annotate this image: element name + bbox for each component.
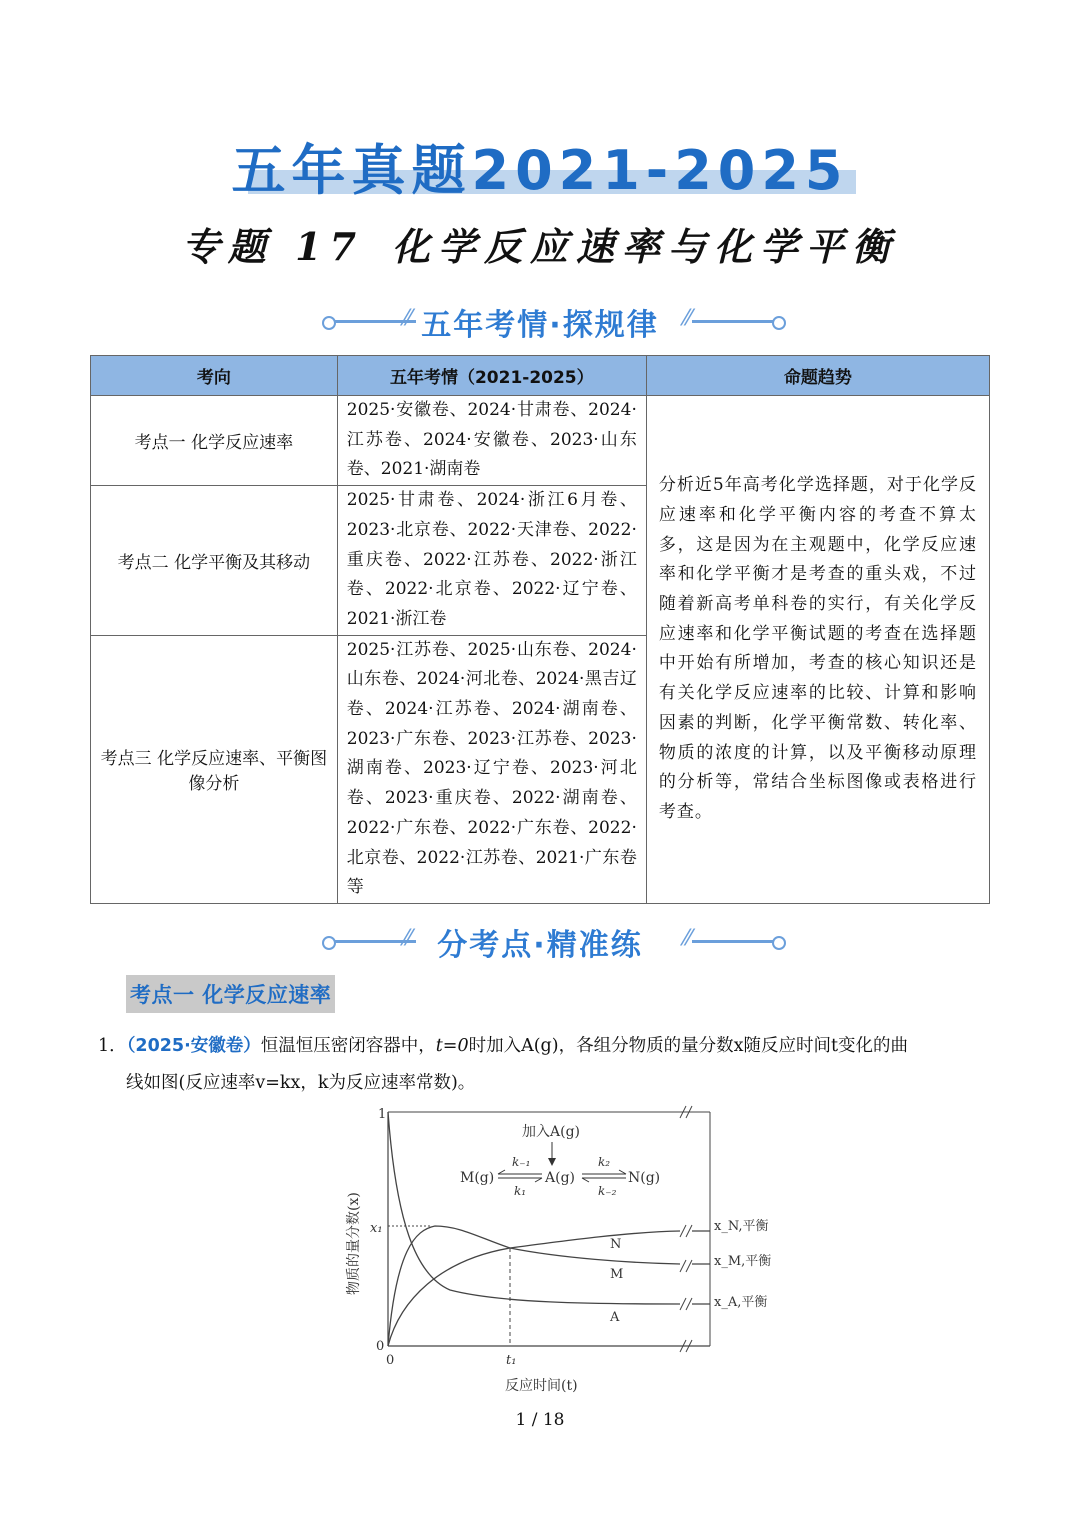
question-1 xyxy=(98,1028,988,1102)
curve-label-N: N xyxy=(610,1237,622,1252)
exams-cell: 2025·甘肃卷、2024·浙江6月卷、2023·北京卷、2022·天津卷、2022·重庆卷、2022·江苏卷、2022·浙江卷、2022·北京卷、2022·辽宁卷、2021·浙江卷 xyxy=(337,486,646,636)
curve-A xyxy=(388,1112,680,1304)
topic-cell: 考点一 化学反应速率 xyxy=(91,396,338,486)
axis-break-marks xyxy=(680,1106,692,1352)
exam-trend-table xyxy=(90,355,990,904)
rate-const-k-2: k₋₂ xyxy=(598,1184,617,1198)
subject-number: 专题 17 xyxy=(181,224,365,269)
y-axis-label: 物质的量分数(x) xyxy=(346,1192,362,1295)
curve-label-A: A xyxy=(610,1310,620,1325)
exams-cell: 2025·安徽卷、2024·甘肃卷、2024·江苏卷、2024·安徽卷、2023·山东卷、2021·湖南卷 xyxy=(337,396,646,486)
banner-title: 五年真题2021-2025 xyxy=(231,139,849,202)
question-t0: t=0 xyxy=(435,1036,469,1056)
x1-label: x₁ xyxy=(370,1221,383,1236)
header-decor-line-right xyxy=(692,940,778,943)
curve-M xyxy=(388,1226,680,1346)
topic-cell: 考点三 化学反应速率、平衡图像分析 xyxy=(91,635,338,903)
rate-const-k-1: k₋₁ xyxy=(512,1155,531,1169)
question-text-line2: 线如图(反应速率v=kx，k为反应速率常数)。 xyxy=(126,1073,476,1093)
section-title: 五年考情·探规律 xyxy=(421,308,659,343)
table-header-row xyxy=(91,356,990,396)
header-decor-line-right xyxy=(692,320,778,323)
trend-cell: 分析近5年高考化学选择题，对于化学反应速率和化学平衡内容的考查不算太多，这是因为在主观题中，化学反应速率和化学平衡才是考查的重头戏，不过随着新高考单科卷的实行，有关化学反应速率和化学平衡试题的考查在选择题中开始有所增加，考查的核心知识还是有关化学反应速率的比较、计算和影响因素的判断，化学平衡常数、转化率、物质的浓度的计算，以及平衡移动原理的分析等，常结合坐标图像或表格进行考查。 xyxy=(646,396,989,904)
table-header-cell: 五年考情（2021-2025） xyxy=(337,356,646,396)
species-M: M(g) xyxy=(460,1170,495,1186)
curve-label-M: M xyxy=(610,1267,624,1282)
table-row xyxy=(91,396,990,486)
header-decor-slash-left: ⁄⁄ xyxy=(404,926,412,951)
header-decor-slash-left: ⁄⁄ xyxy=(404,306,412,331)
eq-label-M: x_M,平衡 xyxy=(714,1254,772,1269)
table-header-cell: 考向 xyxy=(91,356,338,396)
question-source: （2025·安徽卷） xyxy=(126,1036,261,1056)
section-header-practice xyxy=(0,920,1080,963)
curve-N xyxy=(388,1231,680,1346)
topic-cell: 考点二 化学平衡及其移动 xyxy=(91,486,338,636)
reaction-figure xyxy=(330,1100,800,1400)
y-tick-origin: 0 xyxy=(376,1339,385,1354)
header-decor-slash-right: ⁄⁄ xyxy=(684,926,692,951)
question-text: 恒温恒压密闭容器中， xyxy=(260,1036,436,1056)
header-decor-dot-right xyxy=(772,936,786,950)
x-axis-label: 反应时间(t) xyxy=(505,1378,578,1394)
y-tick-top: 1 xyxy=(378,1107,387,1122)
section-header-trends xyxy=(0,300,1080,343)
subject-title xyxy=(0,216,1080,271)
eq-label-A: x_A,平衡 xyxy=(714,1295,768,1310)
question-number: 1． xyxy=(98,1036,127,1056)
species-A: A(g) xyxy=(545,1170,575,1186)
rate-const-k1: k₁ xyxy=(514,1184,527,1198)
header-decor-dot-right xyxy=(772,316,786,330)
t1-label: t₁ xyxy=(506,1353,517,1368)
add-arrow-head xyxy=(548,1158,556,1166)
rate-const-k2: k₂ xyxy=(598,1155,611,1169)
page-number: 1 / 18 xyxy=(515,1410,565,1430)
header-decor-slash-right: ⁄⁄ xyxy=(684,306,692,331)
species-N: N(g) xyxy=(628,1170,661,1186)
eq-label-N: x_N,平衡 xyxy=(714,1219,769,1234)
point-label: 考点一 化学反应速率 xyxy=(126,975,335,1013)
add-label: 加入A(g) xyxy=(522,1124,580,1140)
exams-cell: 2025·江苏卷、2025·山东卷、2024·山东卷、2024·河北卷、2024·黑吉辽卷、2024·江苏卷、2024·湖南卷、2023·广东卷、2023·江苏卷、2023·湖南卷、2023·辽宁卷、2023·河北卷、2023·重庆卷、2022·湖南卷、2022·广东卷、2022·广东卷、2022·北京卷、2022·江苏卷、2021·广东卷等 xyxy=(337,635,646,903)
table-header-cell: 命题趋势 xyxy=(646,356,989,396)
section-title: 分考点·精准练 xyxy=(437,928,643,963)
question-text: 时加入A(g)，各组分物质的量分数x随反应时间t变化的曲 xyxy=(468,1036,908,1056)
x-tick-origin: 0 xyxy=(386,1353,395,1368)
subject-name: 化学反应速率与化学平衡 xyxy=(392,224,899,269)
